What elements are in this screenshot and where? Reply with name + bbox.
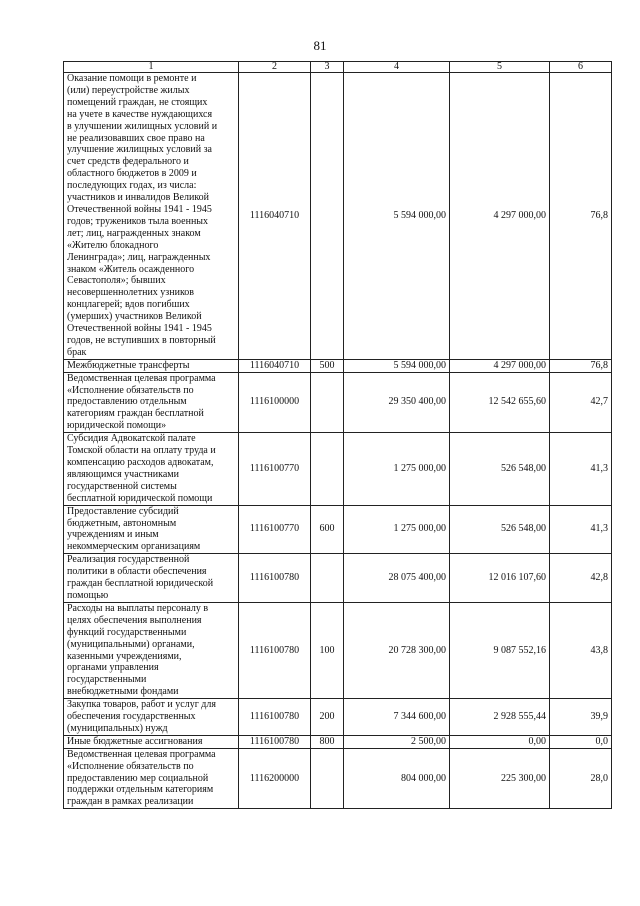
row-percent: 43,8 — [550, 602, 612, 698]
table-row — [64, 433, 612, 505]
table-row — [64, 73, 612, 360]
row-percent: 76,8 — [550, 359, 612, 372]
row-expense-type: 100 — [311, 602, 344, 698]
row-percent: 0,0 — [550, 735, 612, 748]
header-col-1: 1 — [64, 62, 239, 73]
row-fact-amount: 12 016 107,60 — [450, 554, 550, 603]
row-code: 1116040710 — [239, 73, 311, 360]
row-name — [64, 433, 239, 505]
row-code: 1116100780 — [239, 699, 311, 736]
row-name — [64, 372, 239, 433]
row-expense-type — [311, 73, 344, 360]
row-fact-amount: 0,00 — [450, 735, 550, 748]
row-name-text: Межбюджетные трансферты — [67, 359, 190, 371]
table-row — [64, 505, 612, 554]
row-name — [64, 359, 239, 372]
table-row — [64, 748, 612, 809]
row-name — [64, 602, 239, 698]
table-row — [64, 699, 612, 736]
row-percent: 41,3 — [550, 433, 612, 505]
table-row — [64, 372, 612, 433]
header-col-4: 4 — [344, 62, 450, 73]
row-plan-amount: 28 075 400,00 — [344, 554, 450, 603]
row-fact-amount: 4 297 000,00 — [450, 359, 550, 372]
row-fact-amount: 4 297 000,00 — [450, 73, 550, 360]
row-name — [64, 748, 239, 809]
row-fact-amount: 225 300,00 — [450, 748, 550, 809]
row-expense-type: 800 — [311, 735, 344, 748]
row-code: 1116100770 — [239, 505, 311, 554]
table-header-row — [64, 62, 612, 73]
row-name-text: Предоставление субсидий бюджетным, автономным учреждениям и иным некоммерческим организациям — [67, 505, 201, 553]
row-name — [64, 505, 239, 554]
row-expense-type — [311, 554, 344, 603]
row-plan-amount: 1 275 000,00 — [344, 505, 450, 554]
row-percent: 42,8 — [550, 554, 612, 603]
header-col-2: 2 — [239, 62, 311, 73]
row-name — [64, 554, 239, 603]
row-code: 1116100780 — [239, 602, 311, 698]
row-expense-type: 200 — [311, 699, 344, 736]
row-name-text: Ведомственная целевая программа «Исполнение обязательств по предоставлению мер социальной поддержки отдельным категориям граждан в рамках реализации — [67, 748, 216, 808]
header-col-5: 5 — [450, 62, 550, 73]
table-row — [64, 602, 612, 698]
row-plan-amount: 29 350 400,00 — [344, 372, 450, 433]
row-percent: 41,3 — [550, 505, 612, 554]
row-plan-amount: 5 594 000,00 — [344, 73, 450, 360]
row-percent: 28,0 — [550, 748, 612, 809]
row-expense-type: 600 — [311, 505, 344, 554]
row-expense-type — [311, 372, 344, 433]
header-col-3: 3 — [311, 62, 344, 73]
row-fact-amount: 9 087 552,16 — [450, 602, 550, 698]
row-fact-amount: 2 928 555,44 — [450, 699, 550, 736]
row-code: 1116100000 — [239, 372, 311, 433]
row-name — [64, 73, 239, 360]
row-code: 1116100770 — [239, 433, 311, 505]
row-plan-amount: 1 275 000,00 — [344, 433, 450, 505]
row-plan-amount: 2 500,00 — [344, 735, 450, 748]
page-number: 81 — [313, 38, 327, 53]
row-name-text: Закупка товаров, работ и услуг для обеспечения государственных (муниципальных) нужд — [67, 699, 216, 734]
table-row — [64, 359, 612, 372]
table-row — [64, 554, 612, 603]
row-name-text: Иные бюджетные ассигнования — [67, 735, 203, 747]
header-col-6: 6 — [550, 62, 612, 73]
table-row — [64, 735, 612, 748]
row-plan-amount: 7 344 600,00 — [344, 699, 450, 736]
row-expense-type: 500 — [311, 359, 344, 372]
row-name-text: Субсидия Адвокатской палате Томской области на оплату труда и компенсацию расходов адвокатам, являющимся участниками государственной системы бесплатной юридической помощи — [67, 433, 216, 504]
row-name-text: Расходы на выплаты персоналу в целях обеспечения выполнения функций государственными (муниципальными) органами, казенными учреждениями, органами управления государственными внебюджетными фондами — [67, 602, 209, 698]
row-fact-amount: 526 548,00 — [450, 433, 550, 505]
row-percent: 42,7 — [550, 372, 612, 433]
row-name-text: Реализация государственной политики в области обеспечения граждан бесплатной юридической помощью — [67, 554, 214, 601]
row-plan-amount: 804 000,00 — [344, 748, 450, 809]
row-name-text: Ведомственная целевая программа «Исполнение обязательств по предоставлению отдельным категориям граждан бесплатной юридической помощи» — [67, 372, 216, 432]
row-code: 1116200000 — [239, 748, 311, 809]
row-code: 1116100780 — [239, 735, 311, 748]
row-fact-amount: 12 542 655,60 — [450, 372, 550, 433]
row-percent: 39,9 — [550, 699, 612, 736]
row-expense-type — [311, 748, 344, 809]
budget-table — [63, 61, 612, 809]
row-fact-amount: 526 548,00 — [450, 505, 550, 554]
row-code: 1116100780 — [239, 554, 311, 603]
row-code: 1116040710 — [239, 359, 311, 372]
row-name-text: Оказание помощи в ремонте и (или) переустройстве жилых помещений граждан, не стоящих на учете в качестве нуждающихся в улучшении жилищных условий и не реализовавших свое право на улучшение жилищных условий за счет средств федерального и областного бюджетов в 2009 и последующих годах, из числа: участников и инвалидов Великой Отечественной войны 1941 - 1945 годов; тружеников тыла военных лет; лиц, награжденных знаком «Жителю блокадного Ленинграда»; лиц, награжденных знаком «Житель осажденного Севастополя»; бывших несовершеннолетних узников концлагерей; вдов погибших (умерших) участников Великой Отечественной войны 1941 - 1945 годов, не вступивших в повторный брак — [67, 73, 218, 358]
row-plan-amount: 5 594 000,00 — [344, 359, 450, 372]
row-plan-amount: 20 728 300,00 — [344, 602, 450, 698]
row-name — [64, 699, 239, 736]
row-expense-type — [311, 433, 344, 505]
row-percent: 76,8 — [550, 73, 612, 360]
row-name — [64, 735, 239, 748]
